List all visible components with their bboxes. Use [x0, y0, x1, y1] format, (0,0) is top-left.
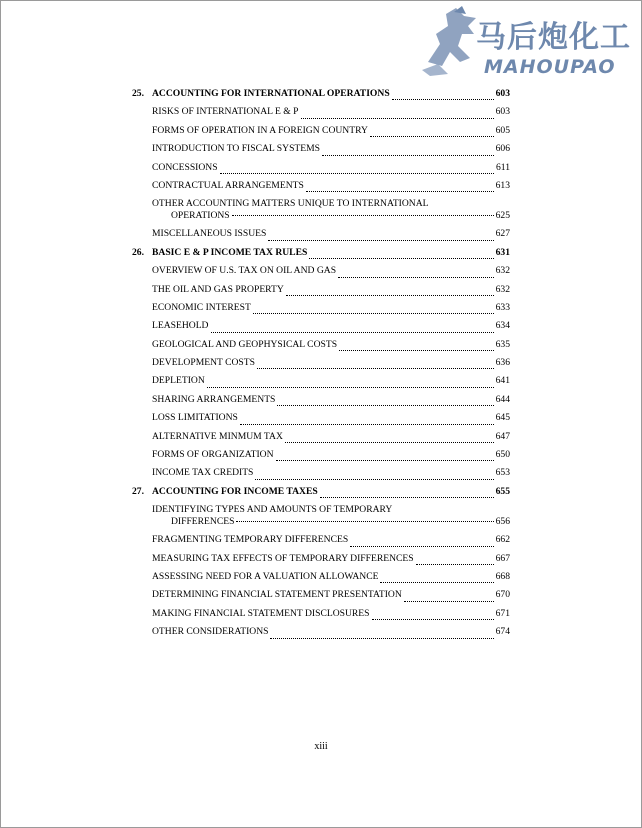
chapter-number: 26.: [132, 246, 144, 258]
dot-leader: [392, 98, 494, 100]
dot-leader: [416, 563, 494, 565]
dot-leader: [301, 117, 494, 119]
section-page: 653: [495, 467, 510, 479]
section-page: 606: [495, 143, 510, 155]
dot-leader: [257, 367, 494, 369]
section-title: FRAGMENTING TEMPORARY DIFFERENCES: [152, 534, 349, 546]
toc-section-entry: [132, 228, 510, 246]
toc-section-entry: [132, 608, 510, 626]
dot-leader: [276, 459, 494, 461]
dot-leader: [268, 239, 493, 241]
horse-logo-icon: [418, 4, 484, 78]
dot-leader: [339, 349, 494, 351]
page-number: xiii: [314, 741, 328, 752]
toc-section-entry: [132, 106, 510, 124]
section-title: LOSS LIMITATIONS: [152, 412, 238, 424]
toc-section-entry: [132, 339, 510, 357]
section-title: GEOLOGICAL AND GEOPHYSICAL COSTS: [152, 338, 338, 350]
dot-leader: [211, 331, 494, 333]
dot-leader: [236, 520, 493, 522]
section-title: ASSESSING NEED FOR A VALUATION ALLOWANCE: [152, 570, 379, 582]
section-page: 625: [495, 210, 510, 222]
toc-section-entry: [132, 571, 510, 589]
dot-leader: [286, 294, 494, 296]
section-title: DETERMINING FINANCIAL STATEMENT PRESENTATION: [152, 589, 402, 601]
dot-leader: [380, 581, 493, 583]
toc-section-entry: [132, 180, 510, 198]
section-page: 671: [495, 607, 510, 619]
dot-leader: [338, 276, 494, 278]
section-page: 656: [495, 516, 510, 528]
section-title-line2: OPERATIONS: [171, 210, 230, 222]
chapter-page: 655: [495, 485, 510, 497]
section-title: INTRODUCTION TO FISCAL SYSTEMS: [152, 143, 320, 155]
toc-chapter-entry: [132, 247, 510, 265]
section-page: 668: [495, 570, 510, 582]
dot-leader: [253, 312, 494, 314]
dot-leader: [270, 637, 493, 639]
chapter-number: 27.: [132, 485, 144, 497]
table-of-contents: [132, 88, 510, 645]
section-title: DEVELOPMENT COSTS: [152, 357, 255, 369]
section-title: MAKING FINANCIAL STATEMENT DISCLOSURES: [152, 607, 370, 619]
section-title: MEASURING TAX EFFECTS OF TEMPORARY DIFFERENCES: [152, 552, 414, 564]
toc-section-entry: [132, 449, 510, 467]
toc-section-entry: [132, 504, 510, 534]
section-page: 674: [495, 626, 510, 638]
section-page: 641: [495, 375, 510, 387]
toc-section-entry: [132, 320, 510, 338]
dot-leader: [404, 600, 494, 602]
section-page: 647: [495, 430, 510, 442]
section-page: 650: [495, 449, 510, 461]
toc-section-entry: [132, 534, 510, 552]
section-page: 644: [495, 393, 510, 405]
dot-leader: [285, 441, 494, 443]
section-title-line1: OTHER ACCOUNTING MATTERS UNIQUE TO INTERNATIONAL: [152, 198, 429, 210]
section-title: OVERVIEW OF U.S. TAX ON OIL AND GAS: [152, 265, 337, 277]
toc-section-entry: [132, 198, 510, 228]
section-title: MISCELLANEOUS ISSUES: [152, 228, 267, 240]
dot-leader: [207, 386, 494, 388]
section-title: FORMS OF OPERATION IN A FOREIGN COUNTRY: [152, 124, 368, 136]
dot-leader: [372, 618, 494, 620]
toc-chapter-entry: [132, 486, 510, 504]
toc-chapter-entry: [132, 88, 510, 106]
section-page: 632: [495, 265, 510, 277]
section-page: 633: [495, 301, 510, 313]
chapter-title: ACCOUNTING FOR INTERNATIONAL OPERATIONS: [152, 88, 390, 99]
dot-leader: [309, 257, 493, 259]
toc-section-entry: [132, 357, 510, 375]
section-page: 603: [495, 106, 510, 118]
section-page: 605: [495, 124, 510, 136]
toc-section-entry: [132, 626, 510, 644]
dot-leader: [306, 190, 494, 192]
section-page: 645: [495, 412, 510, 424]
dot-leader: [350, 545, 493, 547]
toc-section-entry: [132, 375, 510, 393]
toc-section-entry: [132, 125, 510, 143]
section-page: 613: [495, 179, 510, 191]
section-title: SHARING ARRANGEMENTS: [152, 393, 276, 405]
section-page: 634: [495, 320, 510, 332]
section-title-line1: IDENTIFYING TYPES AND AMOUNTS OF TEMPORARY: [152, 504, 393, 516]
section-page: 635: [495, 338, 510, 350]
logo-english-text: MAHOUPAO: [484, 56, 616, 78]
chapter-page: 603: [495, 88, 510, 99]
watermark-logo: [418, 4, 640, 80]
toc-section-entry: [132, 302, 510, 320]
chapter-title: BASIC E & P INCOME TAX RULES: [152, 246, 308, 258]
section-title: INCOME TAX CREDITS: [152, 467, 254, 479]
section-title: OTHER CONSIDERATIONS: [152, 626, 269, 638]
section-title: FORMS OF ORGANIZATION: [152, 449, 274, 461]
dot-leader: [232, 214, 494, 216]
section-page: 667: [495, 552, 510, 564]
dot-leader: [277, 404, 493, 406]
logo-chinese-text: 马后炮化工: [476, 20, 631, 55]
chapter-title: ACCOUNTING FOR INCOME TAXES: [152, 485, 318, 497]
section-page: 636: [495, 357, 510, 369]
section-title-line2: DIFFERENCES: [171, 516, 235, 528]
section-title: RISKS OF INTERNATIONAL E & P: [152, 106, 299, 118]
section-title: DEPLETION: [152, 375, 205, 387]
section-title: ALTERNATIVE MINMUM TAX: [152, 430, 283, 442]
toc-section-entry: [132, 265, 510, 283]
section-title: ECONOMIC INTEREST: [152, 301, 251, 313]
chapter-page: 631: [495, 246, 510, 258]
dot-leader: [370, 135, 494, 137]
toc-section-entry: [132, 143, 510, 161]
section-page: 632: [495, 283, 510, 295]
section-title: LEASEHOLD: [152, 320, 209, 332]
dot-leader: [220, 172, 494, 174]
section-page: 662: [495, 534, 510, 546]
toc-section-entry: [132, 412, 510, 430]
dot-leader: [322, 154, 494, 156]
section-page: 627: [495, 228, 510, 240]
section-title: CONCESSIONS: [152, 161, 218, 173]
dot-leader: [240, 423, 494, 425]
section-page: 611: [495, 161, 510, 173]
chapter-number: 25.: [132, 88, 144, 99]
toc-section-entry: [132, 553, 510, 571]
toc-section-entry: [132, 589, 510, 607]
toc-section-entry: [132, 284, 510, 302]
section-page: 670: [495, 589, 510, 601]
toc-section-entry: [132, 162, 510, 180]
section-title: CONTRACTUAL ARRANGEMENTS: [152, 179, 304, 191]
dot-leader: [320, 496, 494, 498]
dot-leader: [255, 478, 493, 480]
section-title: THE OIL AND GAS PROPERTY: [152, 283, 284, 295]
toc-section-entry: [132, 431, 510, 449]
toc-section-entry: [132, 467, 510, 485]
toc-section-entry: [132, 394, 510, 412]
